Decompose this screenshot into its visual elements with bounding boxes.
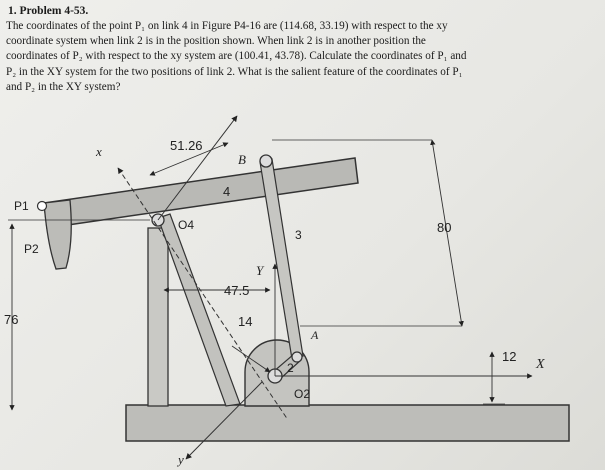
label-O2: O2 [294, 387, 311, 401]
label-link-2: 2 [287, 361, 294, 375]
label-51-26: 51.26 [170, 138, 203, 153]
label-link-3: 3 [295, 228, 302, 242]
label-Y-global: Y [256, 263, 264, 278]
label-y-local: y [178, 452, 184, 467]
label-O4: O4 [178, 218, 195, 232]
point-P1-marker [38, 202, 47, 211]
problem-line: The coordinates of the point P₁ on link 4 in Figure P4-16 are (114.68, 33.19) with respect to the xy [6, 20, 448, 32]
label-X-global: X [536, 357, 545, 372]
label-76: 76 [4, 312, 19, 327]
ground-base [126, 405, 569, 441]
label-80: 80 [437, 220, 452, 235]
label-P2: P2 [24, 242, 39, 256]
diagonal-strut [158, 214, 240, 406]
problem-heading: 1. Problem 4-53. [8, 5, 89, 17]
problem-line: coordinates of P₂ with respect to the xy system are (100.41, 43.78). Calculate the coordinates of P₁ and [6, 50, 467, 63]
horse-head [44, 200, 71, 269]
walking-beam [44, 158, 358, 228]
label-x-local: x [96, 144, 102, 159]
pin-B [260, 155, 272, 167]
problem-line: and P₂ in the XY system? [6, 80, 121, 93]
problem-line: coordinate system when link 2 is in the position shown. When link 2 is in another position the [6, 35, 426, 48]
label-A: A [311, 328, 319, 342]
label-47-5: 47.5 [224, 283, 250, 298]
label-P1: P1 [14, 199, 29, 213]
problem-line: P₂ in the XY system for the two positions of link 2. What is the salient feature of the coordinates of P₁ [6, 65, 463, 78]
label-B: B [238, 152, 246, 167]
label-12: 12 [502, 349, 517, 364]
support-post [148, 228, 168, 406]
label-14: 14 [238, 314, 253, 329]
label-link-4: 4 [223, 184, 231, 199]
